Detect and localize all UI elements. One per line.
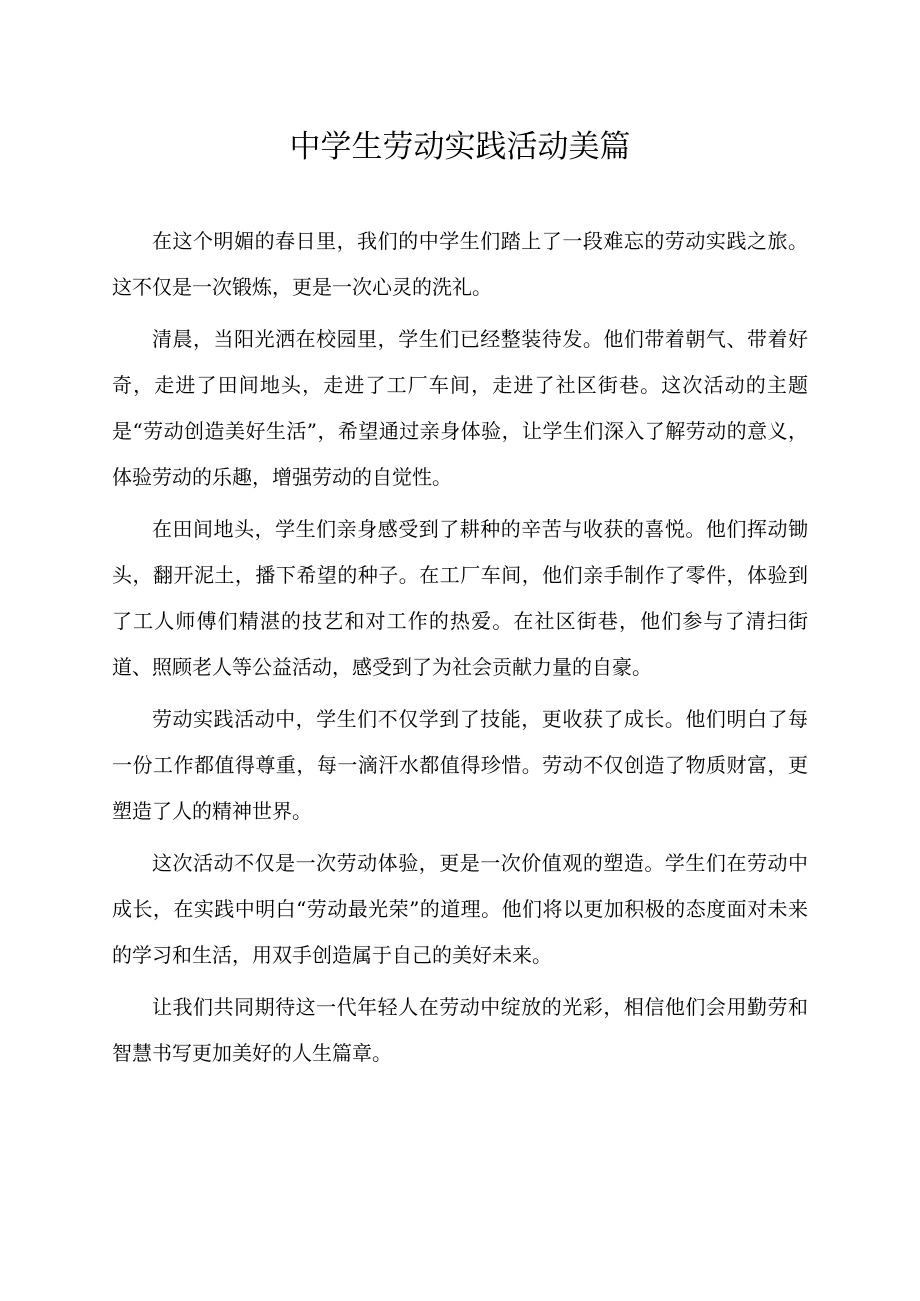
paragraph-4: 劳动实践活动中，学生们不仅学到了技能，更收获了成长。他们明白了每一份工作都值得尊重，每一滴汗水都值得珍惜。劳动不仅创造了物质财富，更塑造了人的精神世界。 bbox=[112, 707, 808, 823]
document-title: 中学生劳动实践活动美篇 bbox=[289, 129, 631, 165]
document-body bbox=[112, 218, 808, 1082]
paragraph-3: 在田间地头，学生们亲身感受到了耕种的辛苦与收获的喜悦。他们挥动锄头，翻开泥土，播下希望的种子。在工厂车间，他们亲手制作了零件，体验到了工人师傅们精湛的技艺和对工作的热爱。在社区街巷，他们参与了清扫街道、照顾老人等公益活动，感受到了为社会贡献力量的自豪。 bbox=[112, 517, 808, 679]
paragraph-2: 清晨，当阳光洒在校园里，学生们已经整装待发。他们带着朝气、带着好奇，走进了田间地头，走进了工厂车间，走进了社区街巷。这次活动的主题是“劳动创造美好生活”，希望通过亲身体验，让学生们深入了解劳动的意义，体验劳动的乐趣，增强劳动的自觉性。 bbox=[112, 327, 808, 489]
paragraph-6: 让我们共同期待这一代年轻人在劳动中绽放的光彩，相信他们会用勤劳和智慧书写更加美好的人生篇章。 bbox=[112, 995, 808, 1065]
paragraph-5: 这次活动不仅是一次劳动体验，更是一次价值观的塑造。学生们在劳动中成长，在实践中明白“劳动最光荣”的道理。他们将以更加积极的态度面对未来的学习和生活，用双手创造属于自己的美好未来。 bbox=[112, 851, 808, 967]
paragraph-1: 在这个明媚的春日里，我们的中学生们踏上了一段难忘的劳动实践之旅。这不仅是一次锻炼，更是一次心灵的洗礼。 bbox=[112, 229, 808, 299]
